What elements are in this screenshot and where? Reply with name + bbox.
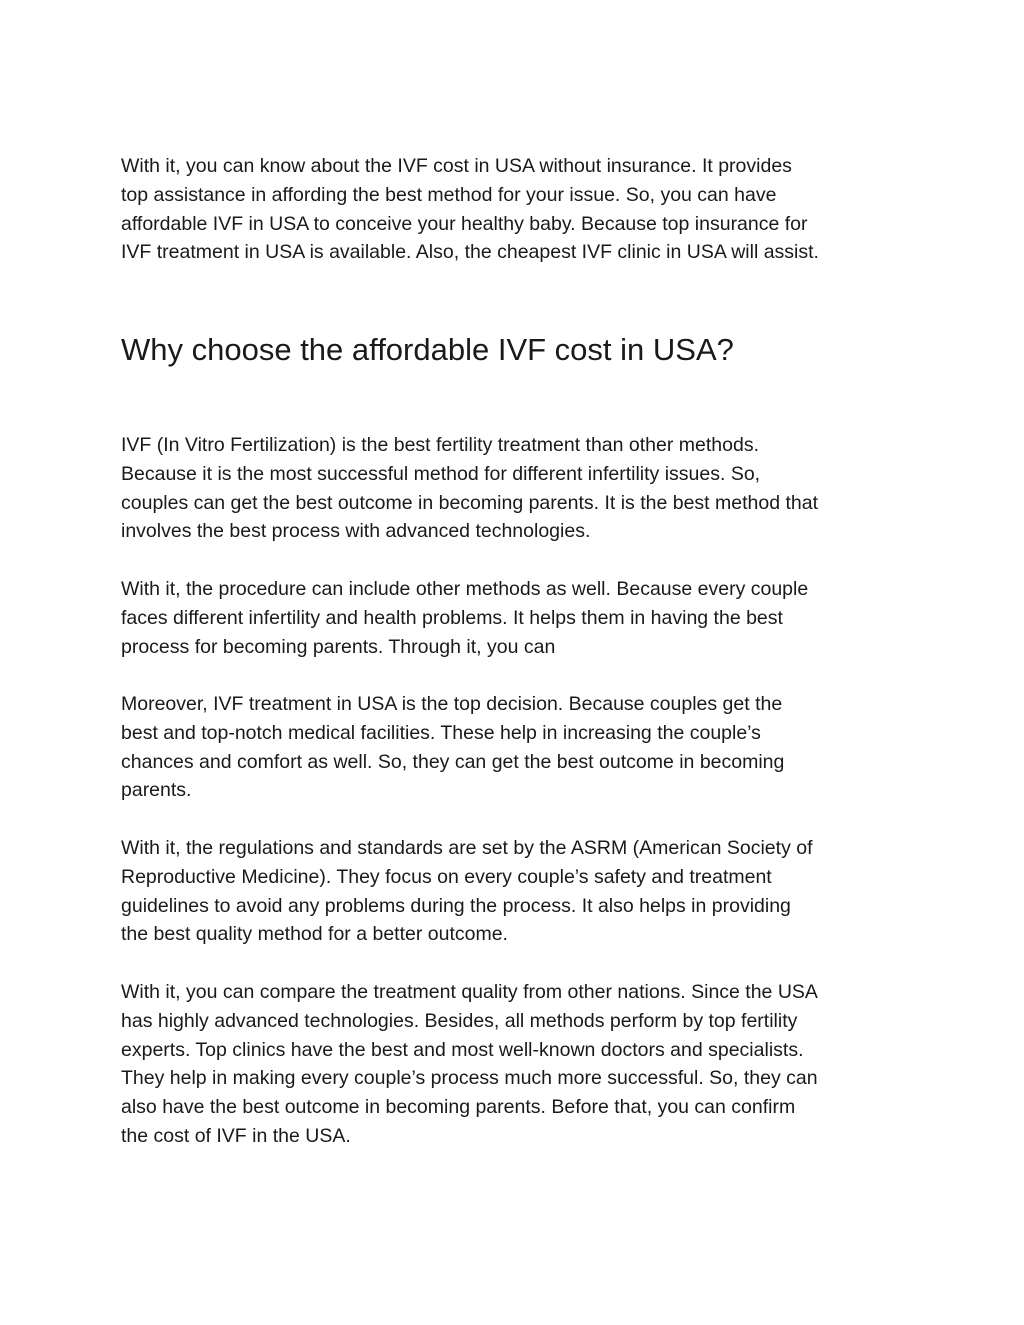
text-line: top assistance in affording the best method for your issue. So, you can have (121, 183, 777, 206)
paragraph-comparison (121, 978, 818, 1151)
text-line: has highly advanced technologies. Besides, all methods perform by top fertility (121, 1009, 798, 1032)
text-line: faces different infertility and health problems. It helps them in having the best (121, 606, 783, 629)
text-line: best and top-notch medical facilities. These help in increasing the couple’s (121, 721, 761, 744)
paragraph-procedure (121, 575, 808, 661)
text-line: couples can get the best outcome in becoming parents. It is the best method that (121, 491, 819, 514)
paragraph-regulations (121, 834, 813, 949)
text-line: With it, you can know about the IVF cost in USA without insurance. It provides (121, 155, 792, 177)
text-line: the cost of IVF in the USA. (121, 1124, 351, 1147)
text-line: Reproductive Medicine). They focus on every couple’s safety and treatment (121, 865, 772, 888)
paragraph-ivf-overview (121, 431, 818, 546)
text-line: With it, you can compare the treatment quality from other nations. Since the USA (121, 981, 818, 1003)
intro-paragraph (121, 152, 819, 267)
text-line: experts. Top clinics have the best and most well-known doctors and specialists. (121, 1038, 804, 1061)
text-line: process for becoming parents. Through it, you can (121, 635, 556, 658)
text-line: With it, the procedure can include other methods as well. Because every couple (121, 578, 809, 600)
text-line: Moreover, IVF treatment in USA is the top decision. Because couples get the (121, 693, 783, 715)
text-line: parents. (121, 779, 192, 802)
text-line: involves the best process with advanced technologies. (121, 520, 591, 543)
text-line: chances and comfort as well. So, they can get the best outcome in becoming (121, 750, 785, 773)
text-line: Because it is the most successful method for different infertility issues. So, (121, 462, 761, 485)
paragraph-treatment-decision (121, 690, 784, 805)
text-line: IVF treatment in USA is available. Also, the cheapest IVF clinic in USA will assist. (121, 241, 819, 264)
text-line: IVF (In Vitro Fertilization) is the best fertility treatment than other methods. (121, 434, 759, 456)
text-line: guidelines to avoid any problems during the process. It also helps in providing (121, 894, 791, 917)
text-line: also have the best outcome in becoming parents. Before that, you can confirm (121, 1096, 796, 1119)
text-line: affordable IVF in USA to conceive your healthy baby. Because top insurance for (121, 212, 808, 235)
text-line: the best quality method for a better outcome. (121, 923, 508, 946)
section-heading: Why choose the affordable IVF cost in USA? (121, 332, 734, 367)
text-line: With it, the regulations and standards are set by the ASRM (American Society of (121, 837, 813, 859)
text-line: They help in making every couple’s process much more successful. So, they can (121, 1067, 818, 1090)
